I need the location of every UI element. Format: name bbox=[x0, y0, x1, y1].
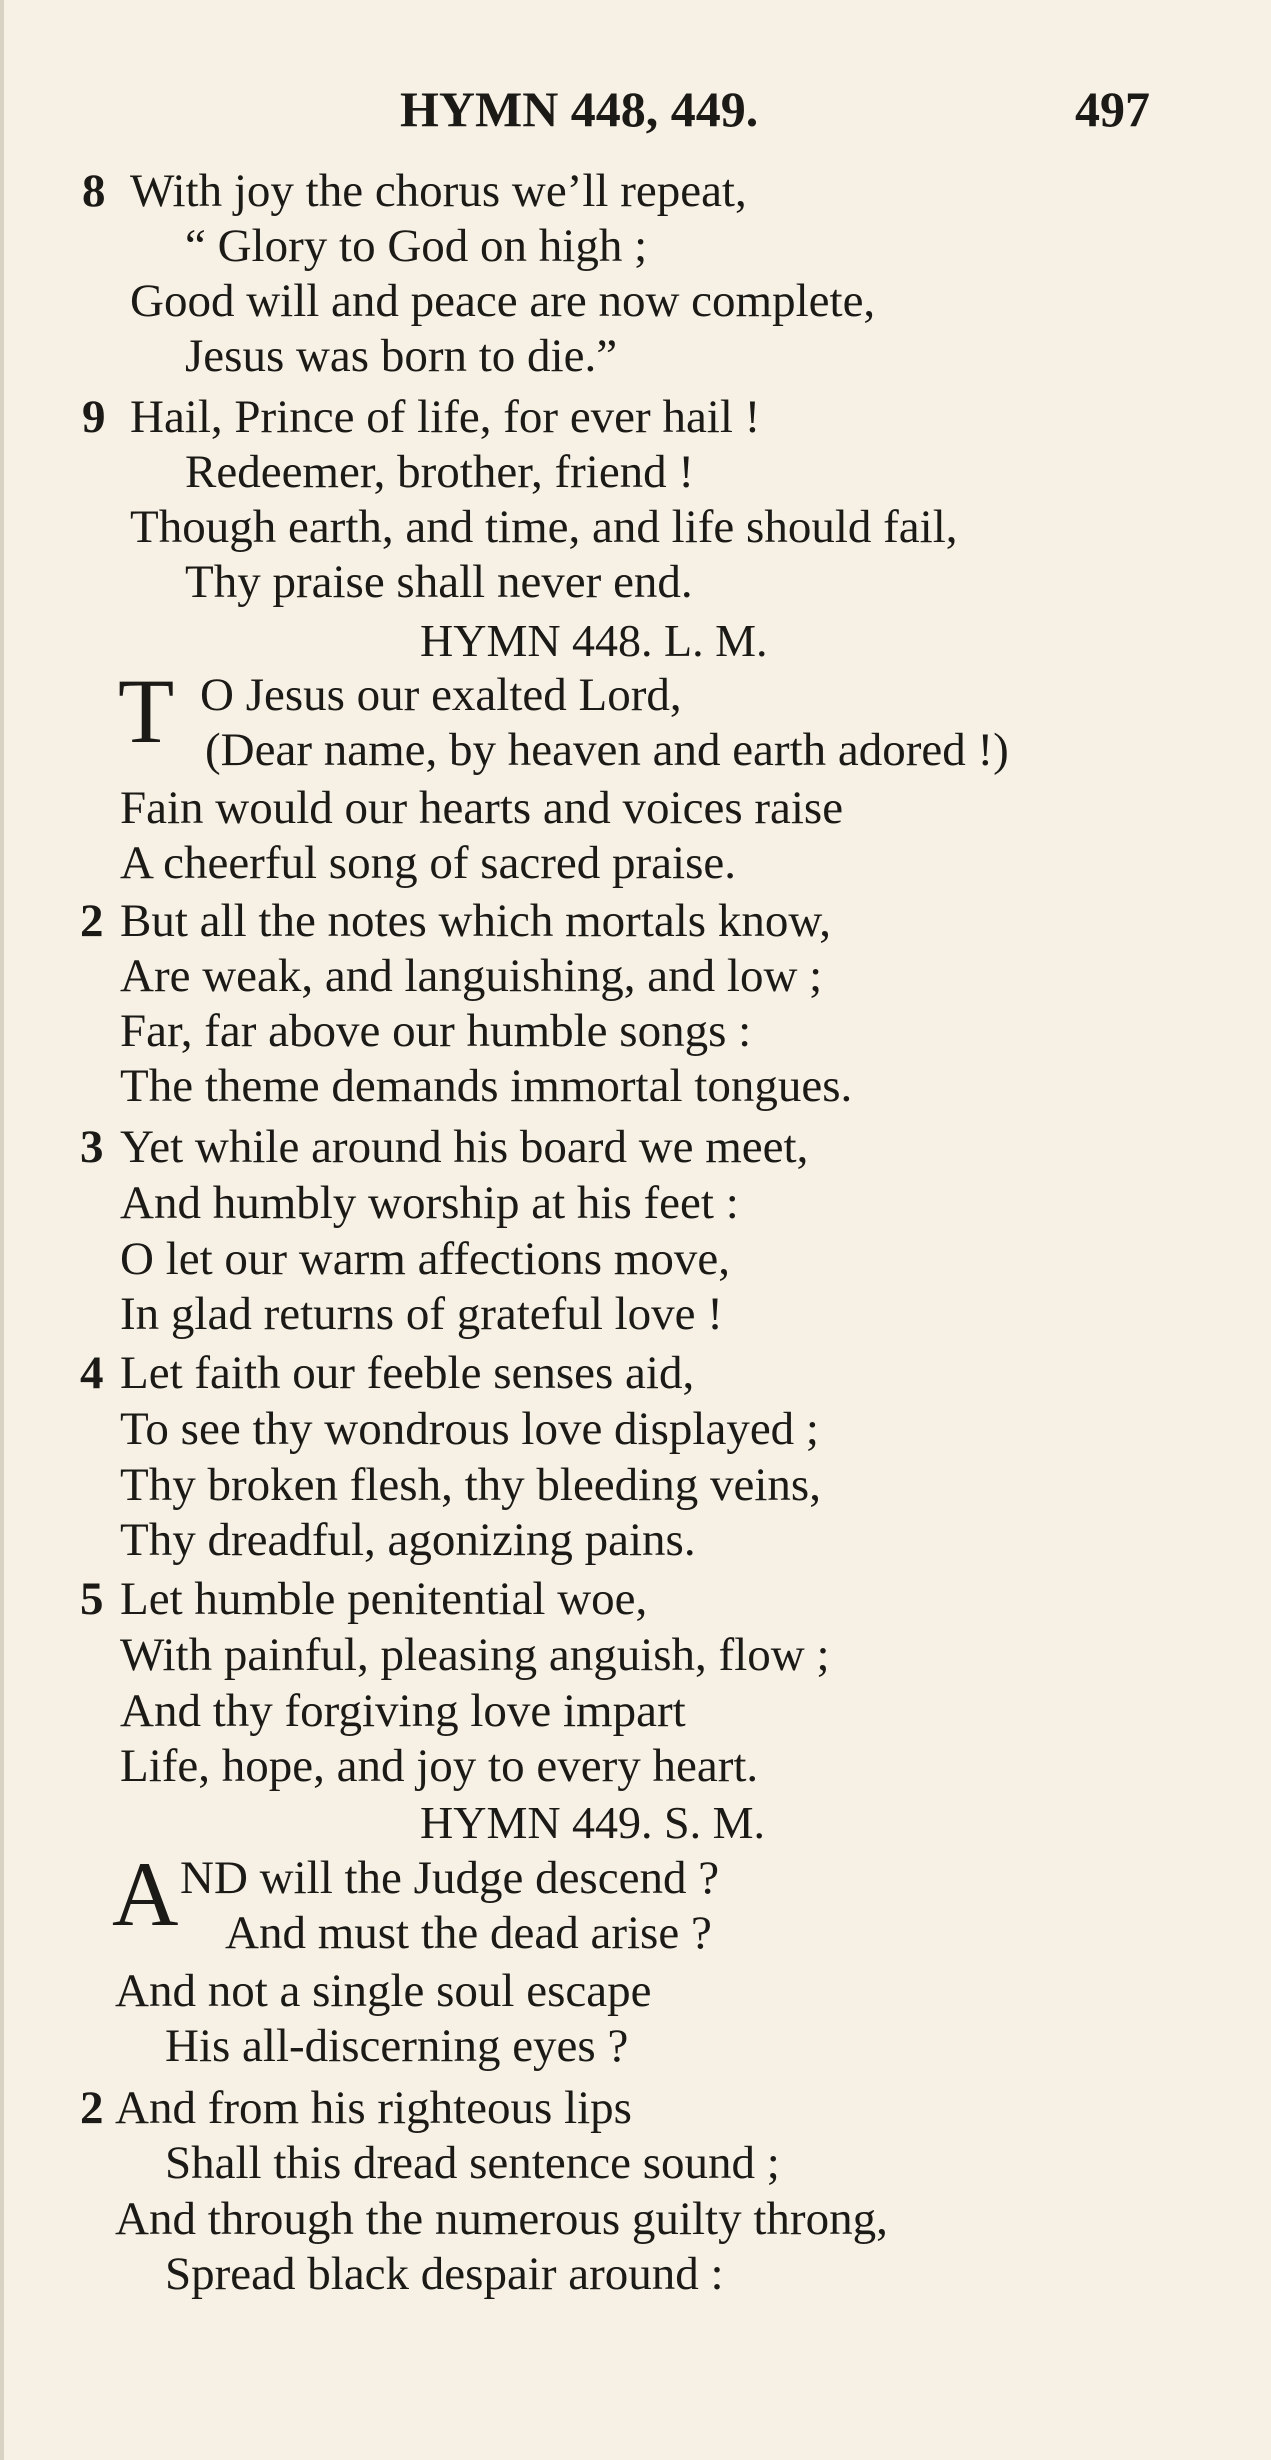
verse-line: Spread black despair around : bbox=[165, 2248, 724, 2300]
verse-line: O let our warm affections move, bbox=[120, 1233, 730, 1285]
stanza-number: 5 bbox=[80, 1573, 104, 1625]
verse-line: Far, far above our humble songs : bbox=[120, 1005, 752, 1057]
verse-line: But all the notes which mortals know, bbox=[120, 895, 831, 947]
verse-line: Hail, Prince of life, for ever hail ! bbox=[130, 391, 761, 443]
stanza-number: 4 bbox=[80, 1347, 104, 1399]
verse-line: O Jesus our exalted Lord, bbox=[200, 669, 682, 721]
verse-line: With painful, pleasing anguish, flow ; bbox=[120, 1629, 830, 1681]
verse-line: And through the numerous guilty throng, bbox=[115, 2193, 888, 2245]
verse-line: (Dear name, by heaven and earth adored !) bbox=[205, 724, 1009, 776]
verse-line: And not a single soul escape bbox=[115, 1965, 652, 2017]
stanza-number: 9 bbox=[82, 391, 106, 443]
verse-line: And from his righteous lips bbox=[115, 2082, 632, 2134]
stanza-number: 2 bbox=[80, 2082, 104, 2134]
page-number: 497 bbox=[1075, 81, 1150, 137]
page-edge bbox=[0, 0, 4, 2460]
header-title: HYMN 448, 449. bbox=[400, 81, 759, 137]
verse-line: The theme demands immortal tongues. bbox=[120, 1060, 853, 1112]
verse-line: To see thy wondrous love displayed ; bbox=[120, 1403, 819, 1455]
verse-line: Good will and peace are now complete, bbox=[130, 275, 876, 327]
verse-line: Thy praise shall never end. bbox=[185, 556, 693, 608]
verse-line: “ Glory to God on high ; bbox=[185, 220, 648, 272]
verse-line: Let humble penitential woe, bbox=[120, 1573, 648, 1625]
verse-line: ND will the Judge descend ? bbox=[180, 1852, 720, 1904]
verse-line: A cheerful song of sacred praise. bbox=[120, 837, 736, 889]
verse-line: And thy forgiving love impart bbox=[120, 1685, 686, 1737]
verse-line: Thy dreadful, agonizing pains. bbox=[120, 1514, 696, 1566]
verse-line: And must the dead arise ? bbox=[225, 1907, 712, 1959]
verse-line: Shall this dread sentence sound ; bbox=[165, 2137, 780, 2189]
verse-line: Redeemer, brother, friend ! bbox=[185, 446, 695, 498]
hymn-title: HYMN 448. L. M. bbox=[420, 615, 768, 666]
verse-line: With joy the chorus we’ll repeat, bbox=[130, 165, 747, 217]
verse-line: Fain would our hearts and voices raise bbox=[120, 782, 844, 834]
verse-line: Yet while around his board we meet, bbox=[120, 1121, 809, 1173]
verse-line: And humbly worship at his feet : bbox=[120, 1177, 739, 1229]
verse-line: Let faith our feeble senses aid, bbox=[120, 1347, 695, 1399]
verse-line: Thy broken flesh, thy bleeding veins, bbox=[120, 1459, 821, 1511]
verse-line: Though earth, and time, and life should fail, bbox=[130, 501, 958, 553]
verse-line: His all-discerning eyes ? bbox=[165, 2020, 629, 2072]
verse-line: Life, hope, and joy to every heart. bbox=[120, 1740, 759, 1792]
stanza-number: 8 bbox=[82, 165, 106, 217]
verse-line: Are weak, and languishing, and low ; bbox=[120, 950, 823, 1002]
verse-line: Jesus was born to die.” bbox=[185, 330, 618, 382]
drop-cap: A bbox=[112, 1843, 179, 1945]
stanza-number: 2 bbox=[80, 895, 104, 947]
drop-cap: T bbox=[118, 660, 175, 762]
verse-line: In glad returns of grateful love ! bbox=[120, 1288, 723, 1340]
running-header bbox=[0, 80, 1271, 150]
hymn-title: HYMN 449. S. M. bbox=[420, 1797, 766, 1848]
stanza-number: 3 bbox=[80, 1121, 104, 1173]
